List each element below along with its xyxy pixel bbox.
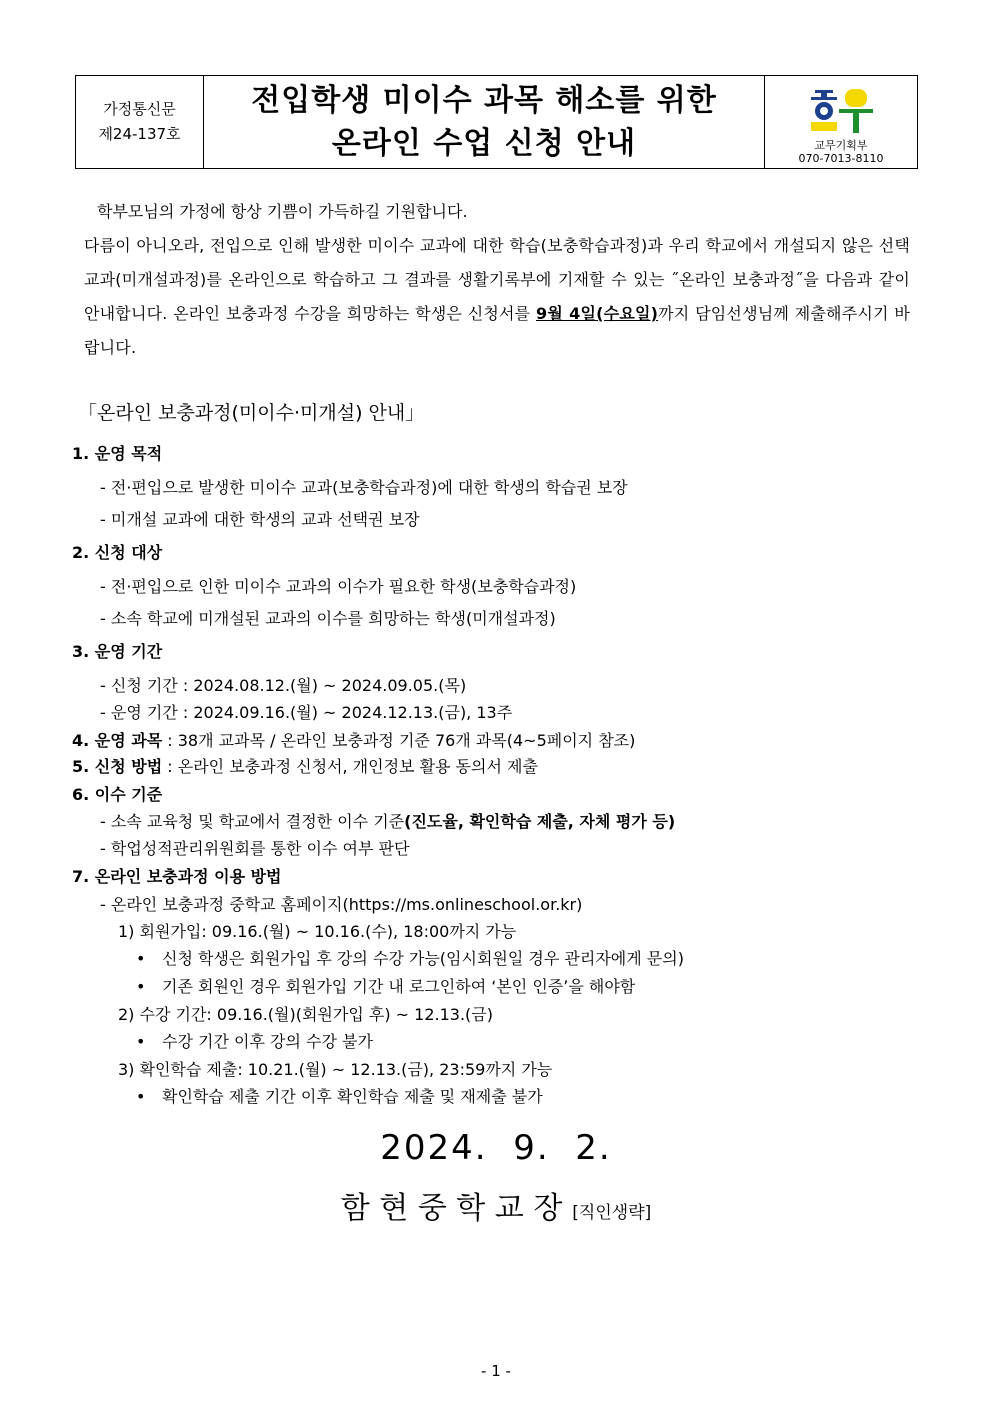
principal-name: 함 현 중 학 교 장 bbox=[340, 1191, 563, 1226]
list-item: - 온라인 보충과정 중학교 홈페이지(https://ms.onlineschool.or.kr) bbox=[100, 895, 583, 914]
department-name: 교무기획부 bbox=[814, 139, 868, 152]
usage-step-2: 2) 수강 기간: 09.16.(월)(회원가입 후) ~ 12.13.(금) bbox=[118, 1005, 493, 1024]
section-title: 「온라인 보충과정(미이수·미개설) 안내」 bbox=[78, 402, 425, 424]
bullet-icon: • bbox=[136, 1087, 146, 1106]
bullet-icon: • bbox=[136, 949, 146, 968]
letter-header bbox=[75, 75, 918, 169]
greeting-text: 학부모님의 가정에 항상 기쁨이 가득하길 기원합니다. bbox=[97, 202, 468, 221]
intro-text: 다름이 아니오라, 전입으로 인해 발생한 미이수 교과에 대한 학습(보충학습과정)과 우리 학교에서 개설되지 않은 선택 교과(미개설과정)를 온라인으로 학습하고 그 결과를 생활기록부에 기재할 수 있는 ˝온라인 보충과정˝을 다음과 같이 안내합니다. 온라인 보충과정 수강을 희망하는 학생은 신청서를 bbox=[84, 236, 910, 323]
heading-subjects: 4. 운영 과목 bbox=[72, 731, 163, 750]
department-box bbox=[765, 76, 917, 168]
heading-method: 5. 신청 방법 bbox=[72, 757, 163, 776]
department-phone: 070-7013-8110 bbox=[798, 152, 884, 165]
heading-criteria: 6. 이수 기준 bbox=[72, 785, 163, 804]
letter-date: 2024. 9. 2. bbox=[380, 1128, 612, 1168]
list-item: - 미개설 교과에 대한 학생의 교과 선택권 보장 bbox=[100, 510, 420, 529]
heading-usage: 7. 온라인 보충과정 이용 방법 bbox=[72, 867, 282, 886]
bullet-text: 기존 회원인 경우 회원가입 기간 내 로그인하여 ‘본인 인증’을 해야함 bbox=[162, 977, 636, 996]
list-item bbox=[100, 809, 675, 832]
letter-type: 가정통신문 bbox=[103, 100, 176, 118]
bullet-text: 확인학습 제출 기간 이후 확인학습 제출 및 재제출 불가 bbox=[162, 1087, 543, 1106]
bullet-text: 신청 학생은 회원가입 후 강의 수강 가능(임시회원일 경우 관리자에게 문의) bbox=[162, 949, 684, 968]
list-item: - 운영 기간 : 2024.09.16.(월) ~ 2024.12.13.(금), 13주 bbox=[100, 703, 513, 722]
letter-title-box bbox=[204, 76, 765, 168]
list-item: - 소속 학교에 미개설된 교과의 이수를 희망하는 학생(미개설과정) bbox=[100, 609, 556, 628]
bullet-item bbox=[136, 974, 635, 997]
method-text: : 온라인 보충과정 신청서, 개인정보 활용 동의서 제출 bbox=[162, 757, 538, 776]
bullet-icon: • bbox=[136, 1032, 146, 1051]
intro-paragraph bbox=[84, 229, 910, 365]
due-date: 9월 4일(수요일) bbox=[536, 304, 659, 323]
criteria-bold: (진도율, 확인학습 제출, 자체 평가 등) bbox=[404, 812, 676, 831]
subjects-line bbox=[72, 728, 635, 751]
bullet-text: 수강 기간 이후 강의 수강 불가 bbox=[162, 1032, 373, 1051]
list-item: - 전·편입으로 발생한 미이수 교과(보충학습과정)에 대한 학생의 학습권 보장 bbox=[100, 478, 628, 497]
signature-line bbox=[0, 1183, 992, 1227]
usage-step-3: 3) 확인학습 제출: 10.21.(월) ~ 12.13.(금), 23:59까지 가능 bbox=[118, 1060, 553, 1079]
school-logo-icon bbox=[809, 89, 873, 133]
title-line-2: 온라인 수업 신청 안내 bbox=[331, 126, 637, 161]
heading-purpose: 1. 운영 목적 bbox=[72, 444, 163, 463]
bullet-icon: • bbox=[136, 977, 146, 996]
bullet-item bbox=[136, 1029, 373, 1052]
heading-target: 2. 신청 대상 bbox=[72, 543, 163, 562]
page-number: - 1 - bbox=[481, 1362, 511, 1380]
list-item: - 신청 기간 : 2024.08.12.(월) ~ 2024.09.05.(목) bbox=[100, 676, 467, 695]
criteria-text: - 소속 교육청 및 학교에서 결정한 이수 기준 bbox=[100, 812, 405, 831]
letter-number-box bbox=[76, 76, 204, 168]
letter-number: 제24-137호 bbox=[98, 125, 181, 143]
intro-text-end: 까지 담임선생님께 제출해주시기 바랍니다. bbox=[84, 304, 910, 357]
subjects-text: : 38개 교과목 / 온라인 보충과정 기준 76개 과목(4~5페이지 참조) bbox=[162, 731, 636, 750]
bullet-item bbox=[136, 946, 684, 969]
list-item: - 학업성적관리위원회를 통한 이수 여부 판단 bbox=[100, 839, 410, 858]
list-item: - 전·편입으로 인한 미이수 교과의 이수가 필요한 학생(보충학습과정) bbox=[100, 577, 577, 596]
stamp-note: [직인생략] bbox=[572, 1203, 652, 1223]
bullet-item bbox=[136, 1084, 543, 1107]
method-line bbox=[72, 754, 538, 777]
title-line-1: 전입학생 미이수 과목 해소를 위한 bbox=[251, 83, 717, 118]
heading-period: 3. 운영 기간 bbox=[72, 642, 163, 661]
usage-step-1: 1) 회원가입: 09.16.(월) ~ 10.16.(수), 18:00까지 가능 bbox=[118, 922, 517, 941]
